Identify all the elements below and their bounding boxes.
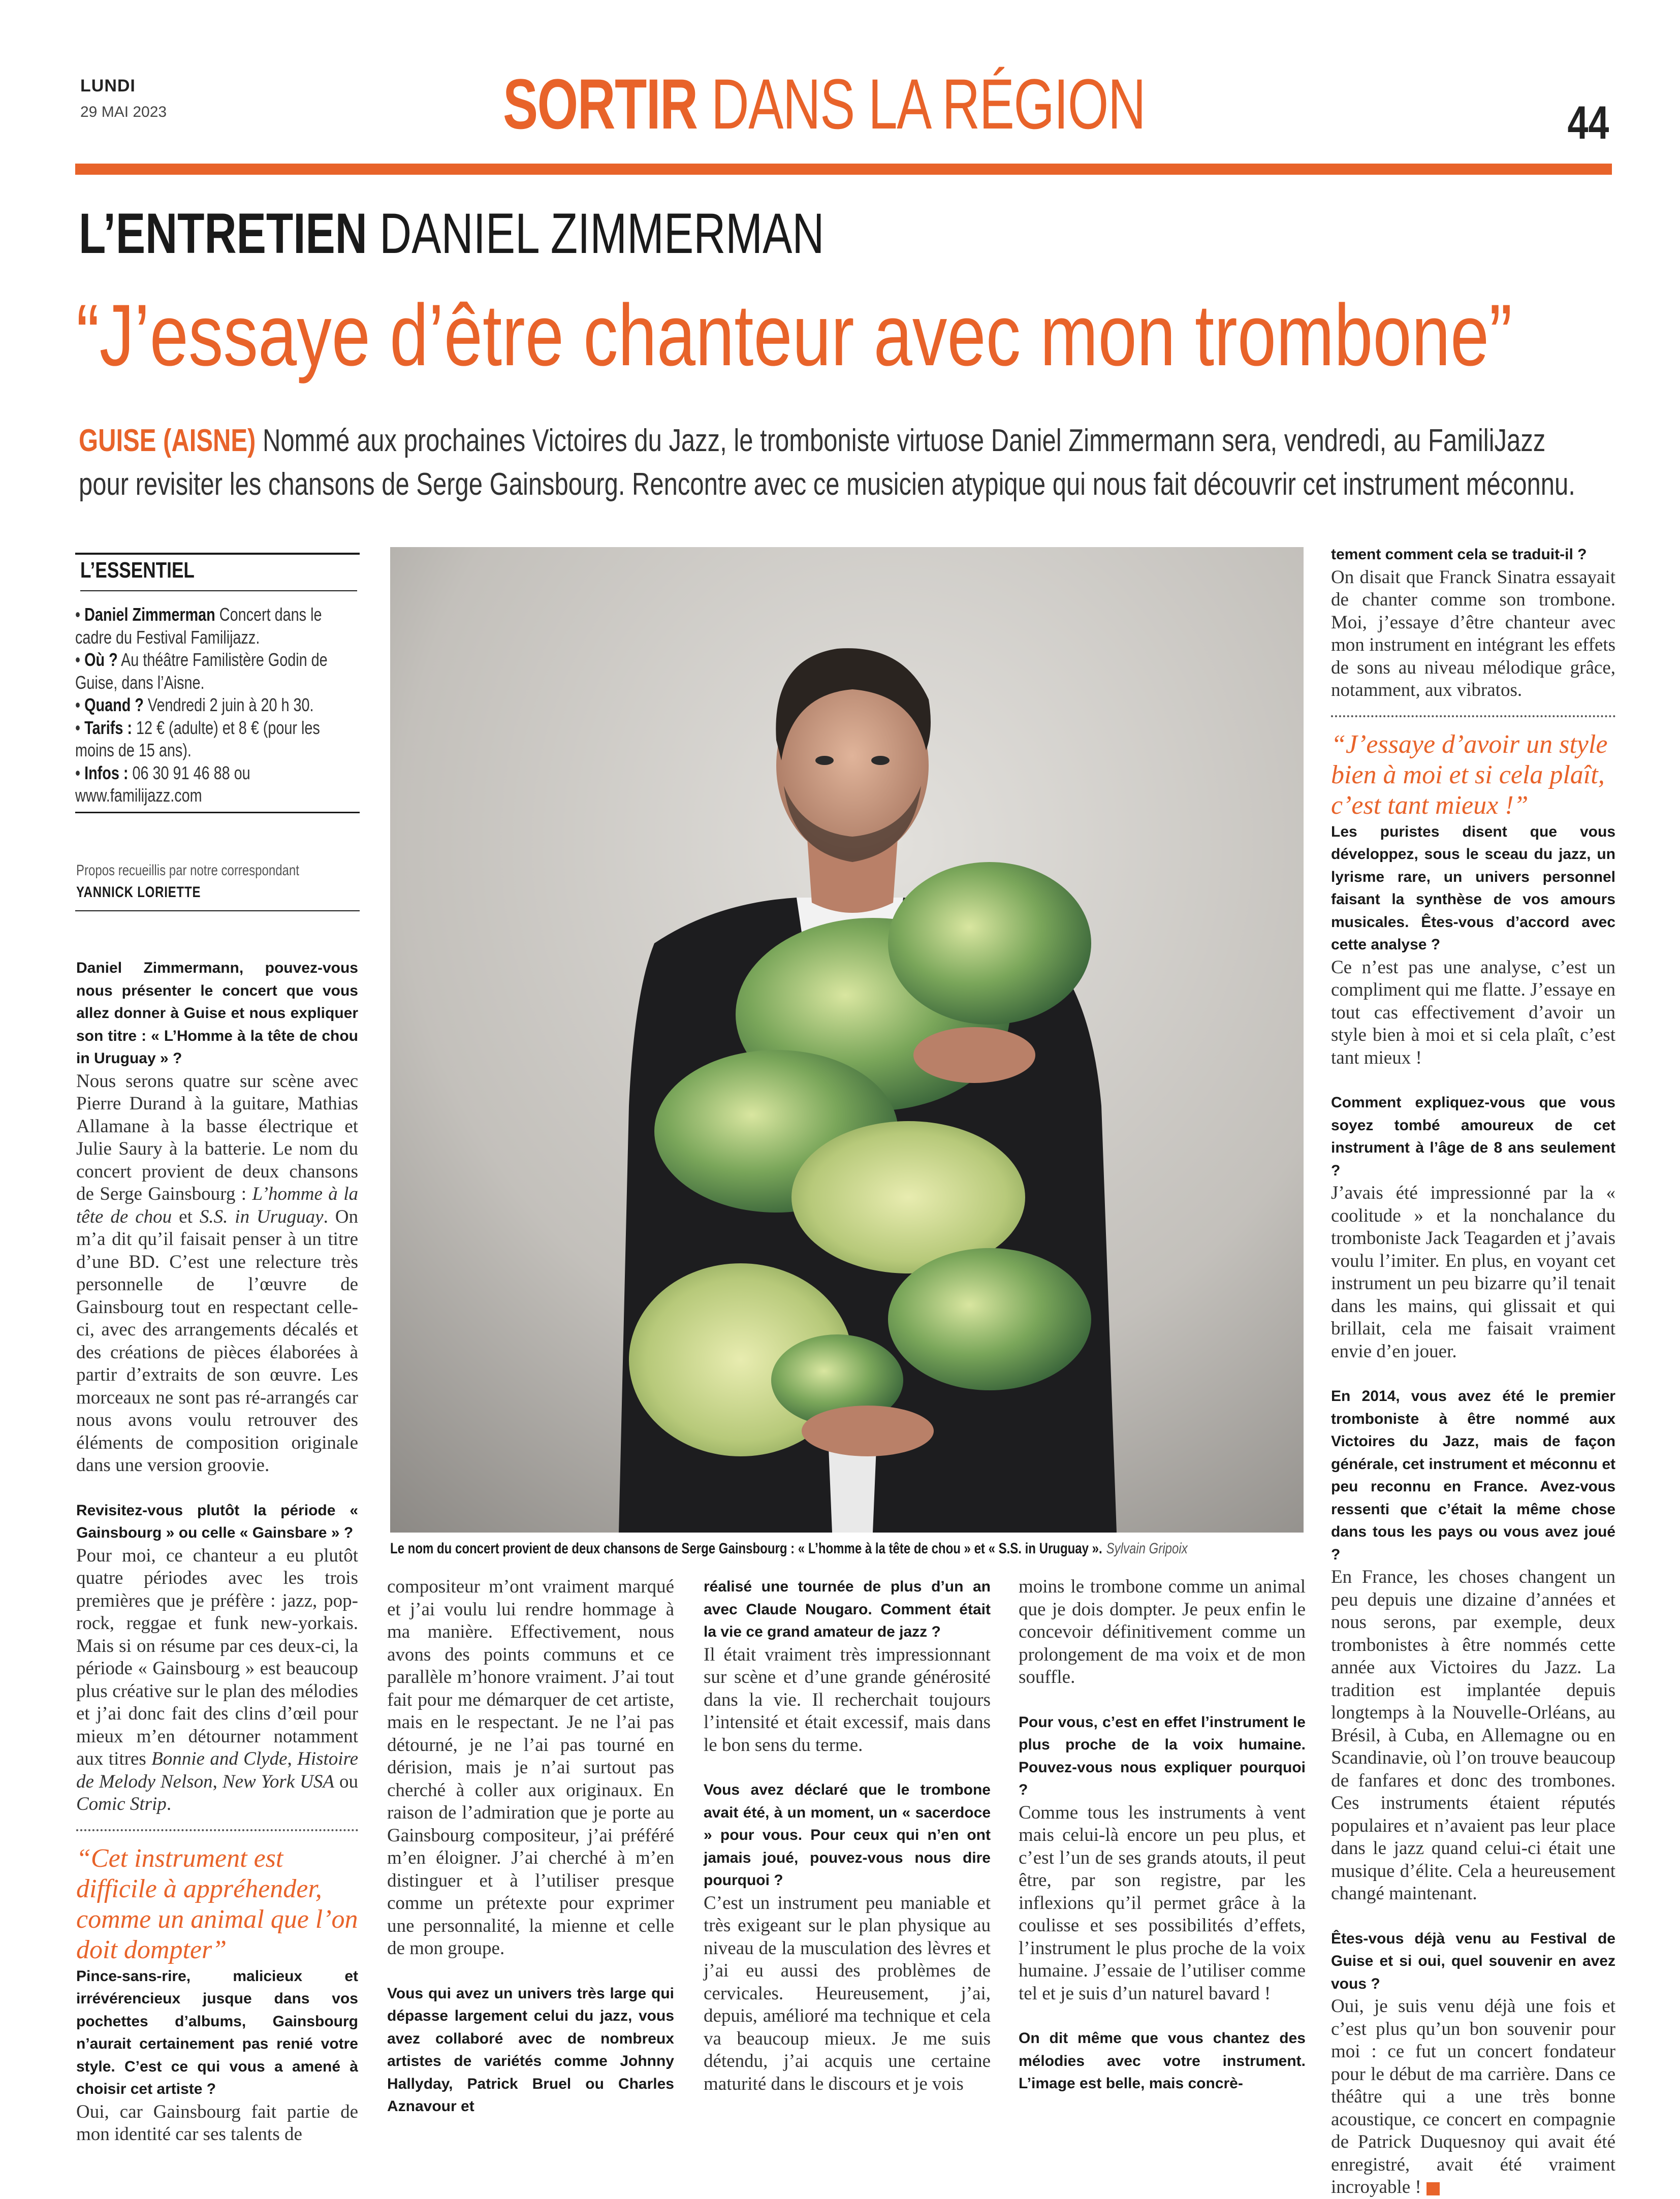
answer-text: Oui, je suis venu déjà une fois et c’est plus qu’un bon souvenir pour moi : ce fut un concert fondateur pour le début de ma carrière. Dans ce théâtre qui a une très bonne acoustique, ce concert en compagnie de Patrick Duquesnoy qui avait été enregistré, avait été vraiment incroyable !: [1331, 1996, 1615, 2197]
essentiel-item-text: Concert dans le cadre du Festival Familijazz.: [75, 604, 322, 648]
caption-text: Le nom du concert provient de deux chansons de Serge Gainsbourg : « L’homme à la tête de chou » et « S.S. in Uruguay ».: [390, 1540, 1102, 1557]
interview-answer: Il était vraiment très impressionnant sur scène et d’une grande générosité dans la vie. Il recherchait toujours l’intensité et était excessif, mais dans le bon sens du terme.: [704, 1644, 991, 1756]
essentiel-item-text: 12 € (adulte) et 8 € (pour les moins de 15 ans).: [75, 717, 320, 760]
essentiel-item-text: Vendredi 2 juin à 20 h 30.: [147, 694, 314, 715]
article-standfirst: [79, 419, 1596, 506]
interview-answer: [1331, 1995, 1615, 2199]
interview-question: Vous qui avez un univers très large qui dépasse largement celui du jazz, vous avez collaboré avec de nombreux artistes de variétés comme Johnny Hallyday, Patrick Bruel ou Charles Aznavour et: [387, 1985, 674, 2115]
answer-text: ,: [287, 1748, 298, 1769]
song-title: S.S. in Uruguay: [199, 1206, 324, 1227]
interview-question: réalisé une tournée de plus d’un an avec Claude Nougaro. Comment était la vie ce grand amateur de jazz ?: [704, 1578, 991, 1640]
interview-question: En 2014, vous avez été le premier tromboniste à être nommé aux Victoires du Jazz, mais de façon générale, cet instrument et méconnu et peu reconnu en France. Avez-vous ressenti que c’était la même chose dans tous les pays ou vous avez joué ?: [1331, 1388, 1615, 1563]
essentiel-item-label: Daniel Zimmerman: [84, 604, 215, 625]
song-title: Histoire de Melody Nelson: [76, 1748, 359, 1792]
essentiel-top-rule: [75, 553, 360, 555]
essentiel-item-text: 06 30 91 46 88 ou www.familijazz.com: [75, 762, 250, 806]
photo-credit: Sylvain Gripoix: [1106, 1540, 1188, 1557]
answer-text: ou: [334, 1771, 359, 1792]
interview-answer: Comme tous les instruments à vent mais celui-là encore un peu plus, et c’est l’un de ses grands atouts, il peut être, par son registre, par les inflexions qu’il permet grâce à la coulisse et ses possibilités d’effets, l’instrument le plus proche de la voix humaine. J’essaie de l’utiliser comme tel et je suis d’un naturel bavard !: [1019, 1802, 1306, 2004]
article-rubric: [79, 203, 824, 264]
song-title: Bonnie and Clyde: [151, 1748, 288, 1769]
answer-text: . On m’a dit qu’il faisait penser à un titre d’une BD. C’est une relecture très personnelle de l’œuvre de Gainsbourg tout en respectant celle-ci, avec des arrangements décalés et des créations de pièces élaborées à partir d’extraits de son œuvre. Les morceaux ne sont pas ré-arrangés car nous avons voulu retrouver des éléments de composition originale dans une version groovie.: [76, 1206, 359, 1476]
essentiel-item-text: Au théâtre Familistère Godin de Guise, dans l’Aisne.: [75, 649, 328, 693]
interview-answer: [76, 1070, 358, 1477]
end-of-article-marker: [1427, 2182, 1440, 2195]
song-title: Comic Strip: [76, 1794, 167, 1814]
interview-answer: En France, les choses changent un peu depuis une dizaine d’années et nous serons, par exemple, deux trombonistes à être nommés cette année aux Victoires du Jazz. La tradition est implantée depuis longtemps à la Nouvelle-Orléans, au Brésil, à Cuba, en Allemagne ou en Scandinavie, où l’on trouve beaucoup de fanfares et donc des trombones. Ces instruments étaient réputés populaires et n’avaient pas leur place dans le jazz quand celui-ci était une musique d’élite. Cela a heureusement changé maintenant.: [1331, 1567, 1615, 1904]
answer-text: Nous serons quatre sur scène avec Pierre Durand à la guitare, Mathias Allamane à la basse électrique et Julie Saury à la batterie. Le nom du concert provient de deux chansons de Serge Gainsbourg :: [76, 1070, 358, 1204]
essentiel-item-label: Où ?: [84, 649, 118, 670]
essentiel-title: L’ESSENTIEL: [80, 558, 195, 583]
rubric-label: L’ENTRETIEN: [79, 202, 367, 265]
article-headline: “J’essaye d’être chanteur avec mon trombone”: [76, 286, 1512, 384]
pull-quote: “Cet instrument est difficile à appréhender, comme un animal que l’on doit dompter”: [76, 1843, 358, 1964]
answer-text: Pour moi, ce chanteur a eu plutôt quatre périodes avec les trois premières que je préfère : jazz, pop-rock, reggae et funk new-yorkais. Mais si on résume par ces deux-ci, la période « Gainsbourg » est beaucoup plus créative sur le plan des mélodies et j’ai donc fait des clins d’œil pour mieux m’en détourner notamment aux titres: [76, 1545, 358, 1769]
interview-answer: compositeur m’ont vraiment marqué et j’ai voulu lui rendre hommage à ma manière. Effectivement, nous avons des points communs et ce parallèle m’honore vraiment. J’ai tout fait pour me démarquer de cet artiste, mais en le respectant. Je ne l’ai pas détourné, je ne l’ai pas tourné en dérision, mais je n’ai surtout pas cherché à coller aux originaux. En raison de l’admiration que je porte au Gainsbourg compositeur, j’ai préféré m’en éloigner. J’ai cherché à m’en distinguer et à l’utiliser presque comme un prétexte pour exprimer une personnalité, la mienne et celle de mon groupe.: [387, 1576, 674, 1959]
essentiel-item: • Tarifs : 12 € (adulte) et 8 € (pour les moins de 15 ans).: [75, 717, 320, 760]
header-day: LUNDI: [80, 76, 136, 95]
interview-answer: moins le trombone comme un animal que je dois dompter. Je peux enfin le concevoir définitivement comme un prolongement de ma voix et de mon souffle.: [1019, 1576, 1306, 1687]
article-column-1: [76, 957, 358, 2146]
interview-question: Daniel Zimmermann, pouvez-vous nous présenter le concert que vous allez donner à Guise et nous expliquer son titre : « L’Homme à la tête de chou in Uruguay » ?: [76, 960, 358, 1067]
article-column-5: [1331, 544, 1615, 2199]
essentiel-item: • Où ? Au théâtre Familistère Godin de Guise, dans l’Aisne.: [75, 649, 328, 693]
song-title: L’homme à la tête de chou: [76, 1184, 359, 1227]
answer-text: ,: [212, 1771, 223, 1792]
essentiel-item: • Infos : 06 30 91 46 88 ou www.familijazz.com: [75, 762, 250, 806]
section-title-bold: SORTIR: [503, 64, 698, 144]
interview-question: Vous avez déclaré que le trombone avait été, à un moment, un « sacerdoce » pour vous. Pour ceux qui n’en ont jamais joué, pouvez-vous nous dire pourquoi ?: [704, 1781, 991, 1889]
page-number: 44: [1567, 97, 1609, 149]
essentiel-item: • Quand ? Vendredi 2 juin à 20 h 30.: [75, 694, 314, 715]
interview-question: Comment expliquez-vous que vous soyez tombé amoureux de cet instrument à l’âge de 8 ans seulement ?: [1331, 1094, 1615, 1179]
essentiel-item-label: Tarifs :: [84, 717, 132, 738]
byline-name: YANNICK LORIETTE: [76, 884, 201, 901]
article-column-2: [387, 1576, 674, 2118]
byline-rule: [75, 910, 360, 911]
song-title: New York USA: [222, 1771, 335, 1792]
interview-question: Êtes-vous déjà venu au Festival de Guise et si oui, quel souvenir en avez vous ?: [1331, 1930, 1615, 1992]
portrait-photo: [390, 547, 1304, 1533]
article-column-3: [704, 1576, 991, 2095]
interview-answer: Ce n’est pas une analyse, c’est un compliment qui me flatte. J’essaye en tout cas effectivement d’avoir un style bien à moi et si cela plaît, c’est tant mieux !: [1331, 957, 1615, 1068]
essentiel-bottom-rule: [75, 812, 360, 813]
essentiel-list: [75, 603, 360, 807]
section-title-light: DANS LA RÉGION: [711, 64, 1146, 144]
standfirst-location: GUISE (AISNE): [79, 423, 256, 458]
essentiel-item-label: Quand ?: [84, 694, 144, 715]
essentiel-title-rule: [80, 590, 357, 591]
interview-answer: Oui, car Gainsbourg fait partie de mon identité car ses talents de: [76, 2101, 358, 2145]
interview-answer: J’avais été impressionné par la « coolitude » et la nonchalance du tromboniste Jack Teagarden et j’avais voulu l’imiter. En plus, en voyant cet instrument un peu bizarre qu’il tenait dans les mains, qui glissait et qui brillait, cela me faisait vraiment envie d’en jouer.: [1331, 1183, 1615, 1362]
interview-answer: On disait que Franck Sinatra essayait de chanter comme son trombone. Moi, j’essaye d’être chanteur avec mon instrument en intégrant les effets de sons au niveau mélodique grâce, notamment, aux vibratos.: [1331, 566, 1615, 700]
pull-quote: “J’essaye d’avoir un style bien à moi et si cela plaît, c’est tant mieux !”: [1331, 729, 1608, 820]
interview-answer: [76, 1545, 358, 1816]
interview-question: Les puristes disent que vous développez, sous le sceau du jazz, un lyrisme rare, un univers personnel faisant la synthèse de vos amours musicales. Êtes-vous d’accord avec cette analyse ?: [1331, 823, 1615, 953]
standfirst-text: Nommé aux prochaines Victoires du Jazz, le tromboniste virtuose Daniel Zimmermann sera, vendredi, au FamiliJazz pour revisiter les chansons de Serge Gainsbourg. Rencontre avec ce musicien atypique qui nous fait découvrir cet instrument méconnu.: [79, 423, 1575, 502]
answer-text: et: [179, 1206, 193, 1227]
article-column-4: [1019, 1576, 1306, 2095]
dotted-divider: [1331, 715, 1615, 717]
rubric-name: DANIEL ZIMMERMAN: [379, 202, 825, 265]
interview-answer: C’est un instrument peu maniable et très exigeant sur le plan physique au niveau de la musculation des lèvres et j’ai eu aussi des problèmes de cervicales. Heureusement, j’ai, depuis, amélioré ma technique et cela va beaucoup mieux. Je me suis détendu, j’ai acquis une certaine maturité dans le discours et je vois: [704, 1892, 991, 2094]
answer-text: .: [166, 1794, 172, 1814]
dotted-divider: [76, 1829, 358, 1831]
interview-question: Pince-sans-rire, malicieux et irrévérencieux jusque dans vos pochettes d’albums, Gainsbourg n’aurait certainement pas renié votre style. C’est ce qui vous a amené à choisir cet artiste ?: [76, 1967, 358, 2097]
interview-question: On dit même que vous chantez des mélodies avec votre instrument. L’image est belle, mais concrè-: [1019, 2030, 1306, 2092]
section-title: [503, 66, 1145, 142]
interview-question: tement comment cela se traduit-il ?: [1331, 546, 1587, 563]
interview-question: Revisitez-vous plutôt la période « Gainsbourg » ou celle « Gainsbare » ?: [76, 1502, 358, 1541]
header-rule: [75, 164, 1612, 175]
byline-label: Propos recueillis par notre correspondant: [76, 862, 299, 879]
header-date: 29 MAI 2023: [80, 104, 167, 120]
photo-caption: [390, 1540, 1284, 1557]
interview-question: Pour vous, c’est en effet l’instrument le plus proche de la voix humaine. Pouvez-vous nous expliquer pourquoi ?: [1019, 1713, 1306, 1798]
essentiel-item-label: Infos :: [84, 762, 129, 783]
essentiel-item: • Daniel Zimmerman Concert dans le cadre du Festival Familijazz.: [75, 604, 322, 648]
